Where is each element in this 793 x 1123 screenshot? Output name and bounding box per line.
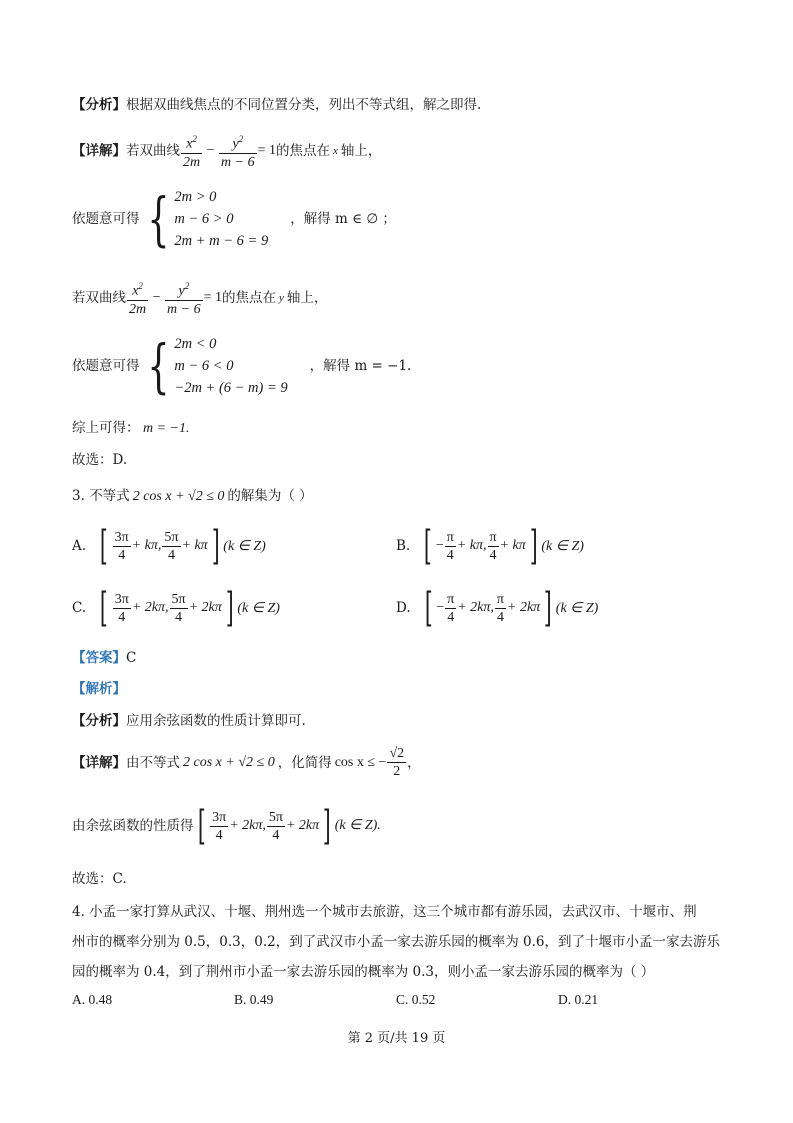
y-var: y	[279, 291, 284, 304]
q3-analysis-head: 【解析】	[72, 681, 126, 697]
answer-tag: 【答案】	[72, 650, 126, 666]
q3-option-b[interactable]: B. [ − $\frac{\pi}{4}$ + kπ, $\frac{\pi}{4}$ + kπ ] (k ∈ Z)	[396, 523, 584, 569]
q3-stem: 3. 不等式 2 cos x + √2 ≤ 0 的解集为（ ）	[72, 488, 313, 504]
analysis-text: 根据双曲线焦点的不同位置分类，列出不等式组，解之即得.	[126, 97, 482, 113]
fraction-x2-2m: $\frac{x^2}{2m}$	[181, 131, 202, 171]
fraction-y2-m6: $\frac{y^2}{m - 6}$	[219, 131, 257, 171]
hyperbola-equation-2: $\frac{x^2}{2m}$ − $\frac{y^2}{m - 6}$ = 1	[126, 278, 222, 318]
q4-choice-d[interactable]: D. 0.21	[558, 992, 599, 1007]
focus-text: 的焦点在	[276, 142, 330, 159]
q2-case2-line: 若双曲线 $\frac{x^2}{2m}$ − $\frac{y^2}{m - 6}$ = 1 的焦点在 y 轴上，	[72, 278, 327, 318]
axis-text: 轴上，	[340, 142, 382, 159]
hyperbola-equation: $\frac{x^2}{2m}$ − $\frac{y^2}{m - 6}$ = 1	[180, 131, 276, 171]
system-label-2: 依题意可得	[72, 358, 140, 374]
analysis-tag: 【分析】	[72, 97, 126, 113]
q3-detail: 【详解】 由不等式 2 cos x + √2 ≤ 0 ，化简得 cos x ≤ − $\frac{√2}{2}$ ，	[72, 746, 421, 779]
q2-system1	[72, 186, 396, 252]
q2-detail-line	[72, 131, 381, 171]
x-var: x	[333, 144, 338, 157]
q3-option-c[interactable]: C. [ $\frac{3\pi}{4}$ + 2kπ, $\frac{5\pi}{4}$ + 2kπ ] (k ∈ Z)	[72, 585, 280, 631]
q2-summary: 综上可得： m = −1.	[72, 420, 190, 436]
q2-system2	[72, 333, 411, 399]
equation-system: { 2m > 0 m − 6 > 0 2m + m − 6 = 9	[146, 185, 269, 253]
q4-line-2: 州市的概率分别为 0.5，0.3，0.2，到了武汉市小孟一家去游乐园的概率为 0.6，到了十堰市小孟一家去游乐	[72, 934, 720, 950]
q4-choice-b[interactable]: B. 0.49	[234, 992, 274, 1007]
q2-analysis	[72, 96, 481, 114]
system-result-2: ，解得 m = −1.	[309, 358, 412, 374]
equation-system-2: { 2m < 0 m − 6 < 0 −2m + (6 − m) = 9	[146, 332, 288, 400]
system-label: 依题意可得	[72, 211, 140, 227]
q4-choice-c[interactable]: C. 0.52	[396, 992, 436, 1007]
detail-tag: 【详解】	[72, 142, 126, 159]
q2-answer-choice: 故选：D.	[72, 452, 128, 468]
q4-line-1: 4. 小孟一家打算从武汉、十堰、荆州选一个城市去旅游，这三个城市都有游乐园，去武汉市、十堰市、荆	[72, 904, 697, 920]
q4-choice-a[interactable]: A. 0.48	[72, 992, 113, 1007]
q3-analysis: 【分析】应用余弦函数的性质计算即可.	[72, 713, 306, 729]
answer-value: C	[126, 650, 137, 666]
detail-pre: 若双曲线	[126, 142, 180, 159]
q3-property: 由余弦函数的性质得 [ $\frac{3\pi}{4}$ + 2kπ, $\frac{5\pi}{4}$ + 2kπ ] (k ∈ Z).	[72, 803, 381, 849]
q3-option-d[interactable]: D. [ − $\frac{\pi}{4}$ + 2kπ, $\frac{\pi}{4}$ + 2kπ ] (k ∈ Z)	[396, 585, 599, 631]
page-footer: 第 2 页/共 19 页	[347, 1031, 446, 1046]
q3-option-a[interactable]: A. [ $\frac{3\pi}{4}$ + kπ, $\frac{5\pi}{4}$ + kπ ] (k ∈ Z)	[72, 523, 266, 569]
q3-answer-choice: 故选：C.	[72, 871, 127, 887]
case2-pre: 若双曲线	[72, 289, 126, 306]
q3-answer	[72, 649, 136, 667]
q4-line-3: 园的概率为 0.4，到了荆州市小孟一家去游乐园的概率为 0.3，则小孟一家去游乐园的概率为（ ）	[72, 964, 655, 980]
system-result: ，解得 m ∈ ∅ ；	[290, 211, 396, 227]
